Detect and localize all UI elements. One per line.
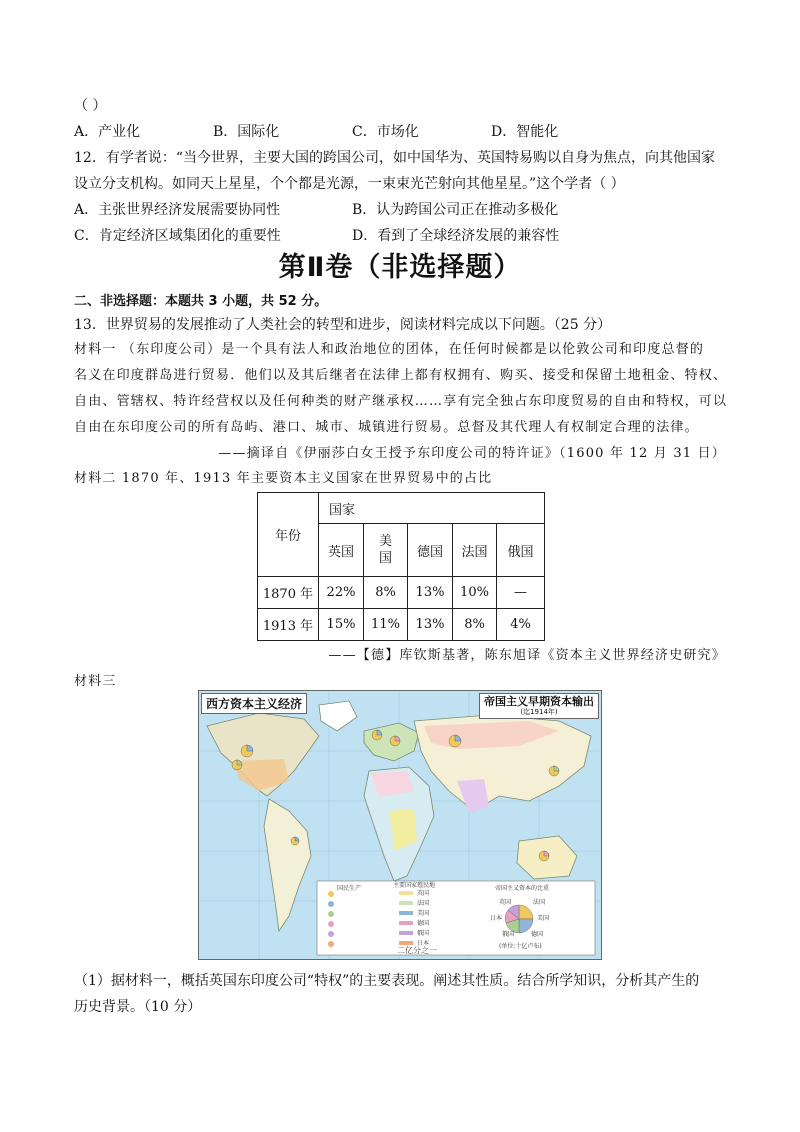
q13-stem: 13．世界贸易的发展推动了人类社会的转型和进步，阅读材料完成以下问题。（25 分） xyxy=(74,317,612,333)
material1-line4: 自由在东印度公司的所有岛屿、港口、城市、城镇进行贸易。总督及其代理人有权制定合理的法律。 xyxy=(74,420,699,435)
q12-option-b: B．认为跨国公司正在推动多极化 xyxy=(352,202,559,218)
material1-line2: 名义在印度群岛进行贸易．他们以及其后继者在法律上都有权拥有、购买、接受和保留土地租金、特权、 xyxy=(74,368,728,383)
table-cell: 8% xyxy=(364,577,408,609)
map-legend-item: 德国 xyxy=(417,920,430,927)
q11-option-c: C．市场化 xyxy=(352,124,419,140)
section-title: 第Ⅱ卷（非选择题） xyxy=(278,252,522,283)
material3-title: 材料三 xyxy=(74,674,117,689)
table-cell: 15% xyxy=(319,609,364,641)
table-row xyxy=(258,577,545,609)
map-left-title: 西方资本主义经济 xyxy=(201,693,307,714)
pie-label-ru: 俄国 xyxy=(502,931,515,938)
q13-sub1-line2: 历史背景。（10 分） xyxy=(74,999,202,1015)
table-year-cell: 1870 年 xyxy=(258,577,319,609)
q12-option-c: C．肯定经济区域集团化的重要性 xyxy=(74,228,281,244)
material2-source: ——【德】库钦斯基著，陈东旭译《资本主义世界经济史研究》 xyxy=(328,648,726,663)
pie-label-us: 美国 xyxy=(537,915,550,922)
table-cell: 8% xyxy=(453,609,497,641)
q13-sub1-line1: （1）据材料一，概括英国东印度公司“特权”的主要表现。阐述其性质。结合所学知识，分析其产生的 xyxy=(74,973,700,989)
table-country-de: 德国 xyxy=(408,524,453,577)
map-legend-title-2: 主要国家殖民地 xyxy=(393,882,436,889)
material1-line1: 材料一 （东印度公司）是一个具有法人和政治地位的团体，在任何时候都是以伦敦公司和印度总督的 xyxy=(74,342,705,357)
material1-source: ——摘译自《伊丽莎白女王授予东印度公司的特许证》（1600 年 12 月 31 日） xyxy=(218,446,726,461)
table-country-us: 美 国 xyxy=(364,524,408,577)
table-cell: 13% xyxy=(408,577,453,609)
section-header: 二、非选择题：本题共 3 小题，共 52 分。 xyxy=(74,294,328,309)
material2-title: 材料二 1870 年、1913 年主要资本主义国家在世界贸易中的占比 xyxy=(74,471,493,486)
table-cell: 13% xyxy=(408,609,453,641)
map-legend-item: 英国 xyxy=(417,890,430,897)
pie-label-fr: 法国 xyxy=(533,899,546,906)
q11-answer-bracket: （ ） xyxy=(74,98,107,114)
table-country-fr: 法国 xyxy=(453,524,497,577)
table-cell: 22% xyxy=(319,577,364,609)
table-cell: 11% xyxy=(364,609,408,641)
trade-share-table xyxy=(257,492,545,641)
table-row xyxy=(258,609,545,641)
map-legend-item: 日本 xyxy=(417,940,430,947)
q12-stem-line2: 设立分支机构。如同天上星星，个个都是光源，一束束光芒射向其他星星。”这个学者（ ） xyxy=(74,176,625,192)
map-legend-item: 俄国 xyxy=(417,930,430,937)
map-right-title-box xyxy=(479,693,599,719)
table-header-country: 国家 xyxy=(319,493,545,524)
map-legend-title-1: 国民生产 xyxy=(337,885,362,892)
pie-label-de: 德国 xyxy=(531,931,544,938)
q11-option-b: B．国际化 xyxy=(213,124,280,140)
map-legend-list xyxy=(417,889,429,949)
q11-option-a: A．产业化 xyxy=(74,124,141,140)
table-cell: 4% xyxy=(497,609,545,641)
table-header-year: 年份 xyxy=(258,493,319,577)
table-cell: — xyxy=(497,577,545,609)
table-country-uk: 英国 xyxy=(319,524,364,577)
table-country-ru: 俄国 xyxy=(497,524,545,577)
q11-option-d: D．智能化 xyxy=(491,124,559,140)
table-cell: 10% xyxy=(453,577,497,609)
map-legend-item: 法国 xyxy=(417,900,430,907)
map-legend-item: 美国 xyxy=(417,910,430,917)
world-map-image xyxy=(198,690,602,960)
material1-line3: 自由、管辖权、特许经营权以及任何种类的财产继承权……享有完全独占东印度贸易的自由和特权，可以 xyxy=(74,394,728,409)
q12-option-d: D．看到了全球经济发展的兼容性 xyxy=(352,228,560,244)
map-legend-title-3: 帝国主义资本的比重 xyxy=(495,885,550,892)
pie-label-jp: 日本 xyxy=(490,915,503,922)
map-right-title: 帝国主义早期资本输出 xyxy=(484,695,594,708)
q12-option-a: A．主张世界经济发展需要协同性 xyxy=(74,202,281,218)
q12-stem-line1: 12．有学者说：“当今世界，主要大国的跨国公司，如中国华为、英国特易购以自身为焦点，向其他国家 xyxy=(74,150,715,166)
pie-note: (单位:十亿卢布) xyxy=(499,943,542,950)
table-year-cell: 1913 年 xyxy=(258,609,319,641)
map-right-subtitle: (迄1914年) xyxy=(520,708,558,716)
map-scale-text: 二亿分之一 xyxy=(397,946,437,955)
pie-label-uk: 英国 xyxy=(499,899,512,906)
